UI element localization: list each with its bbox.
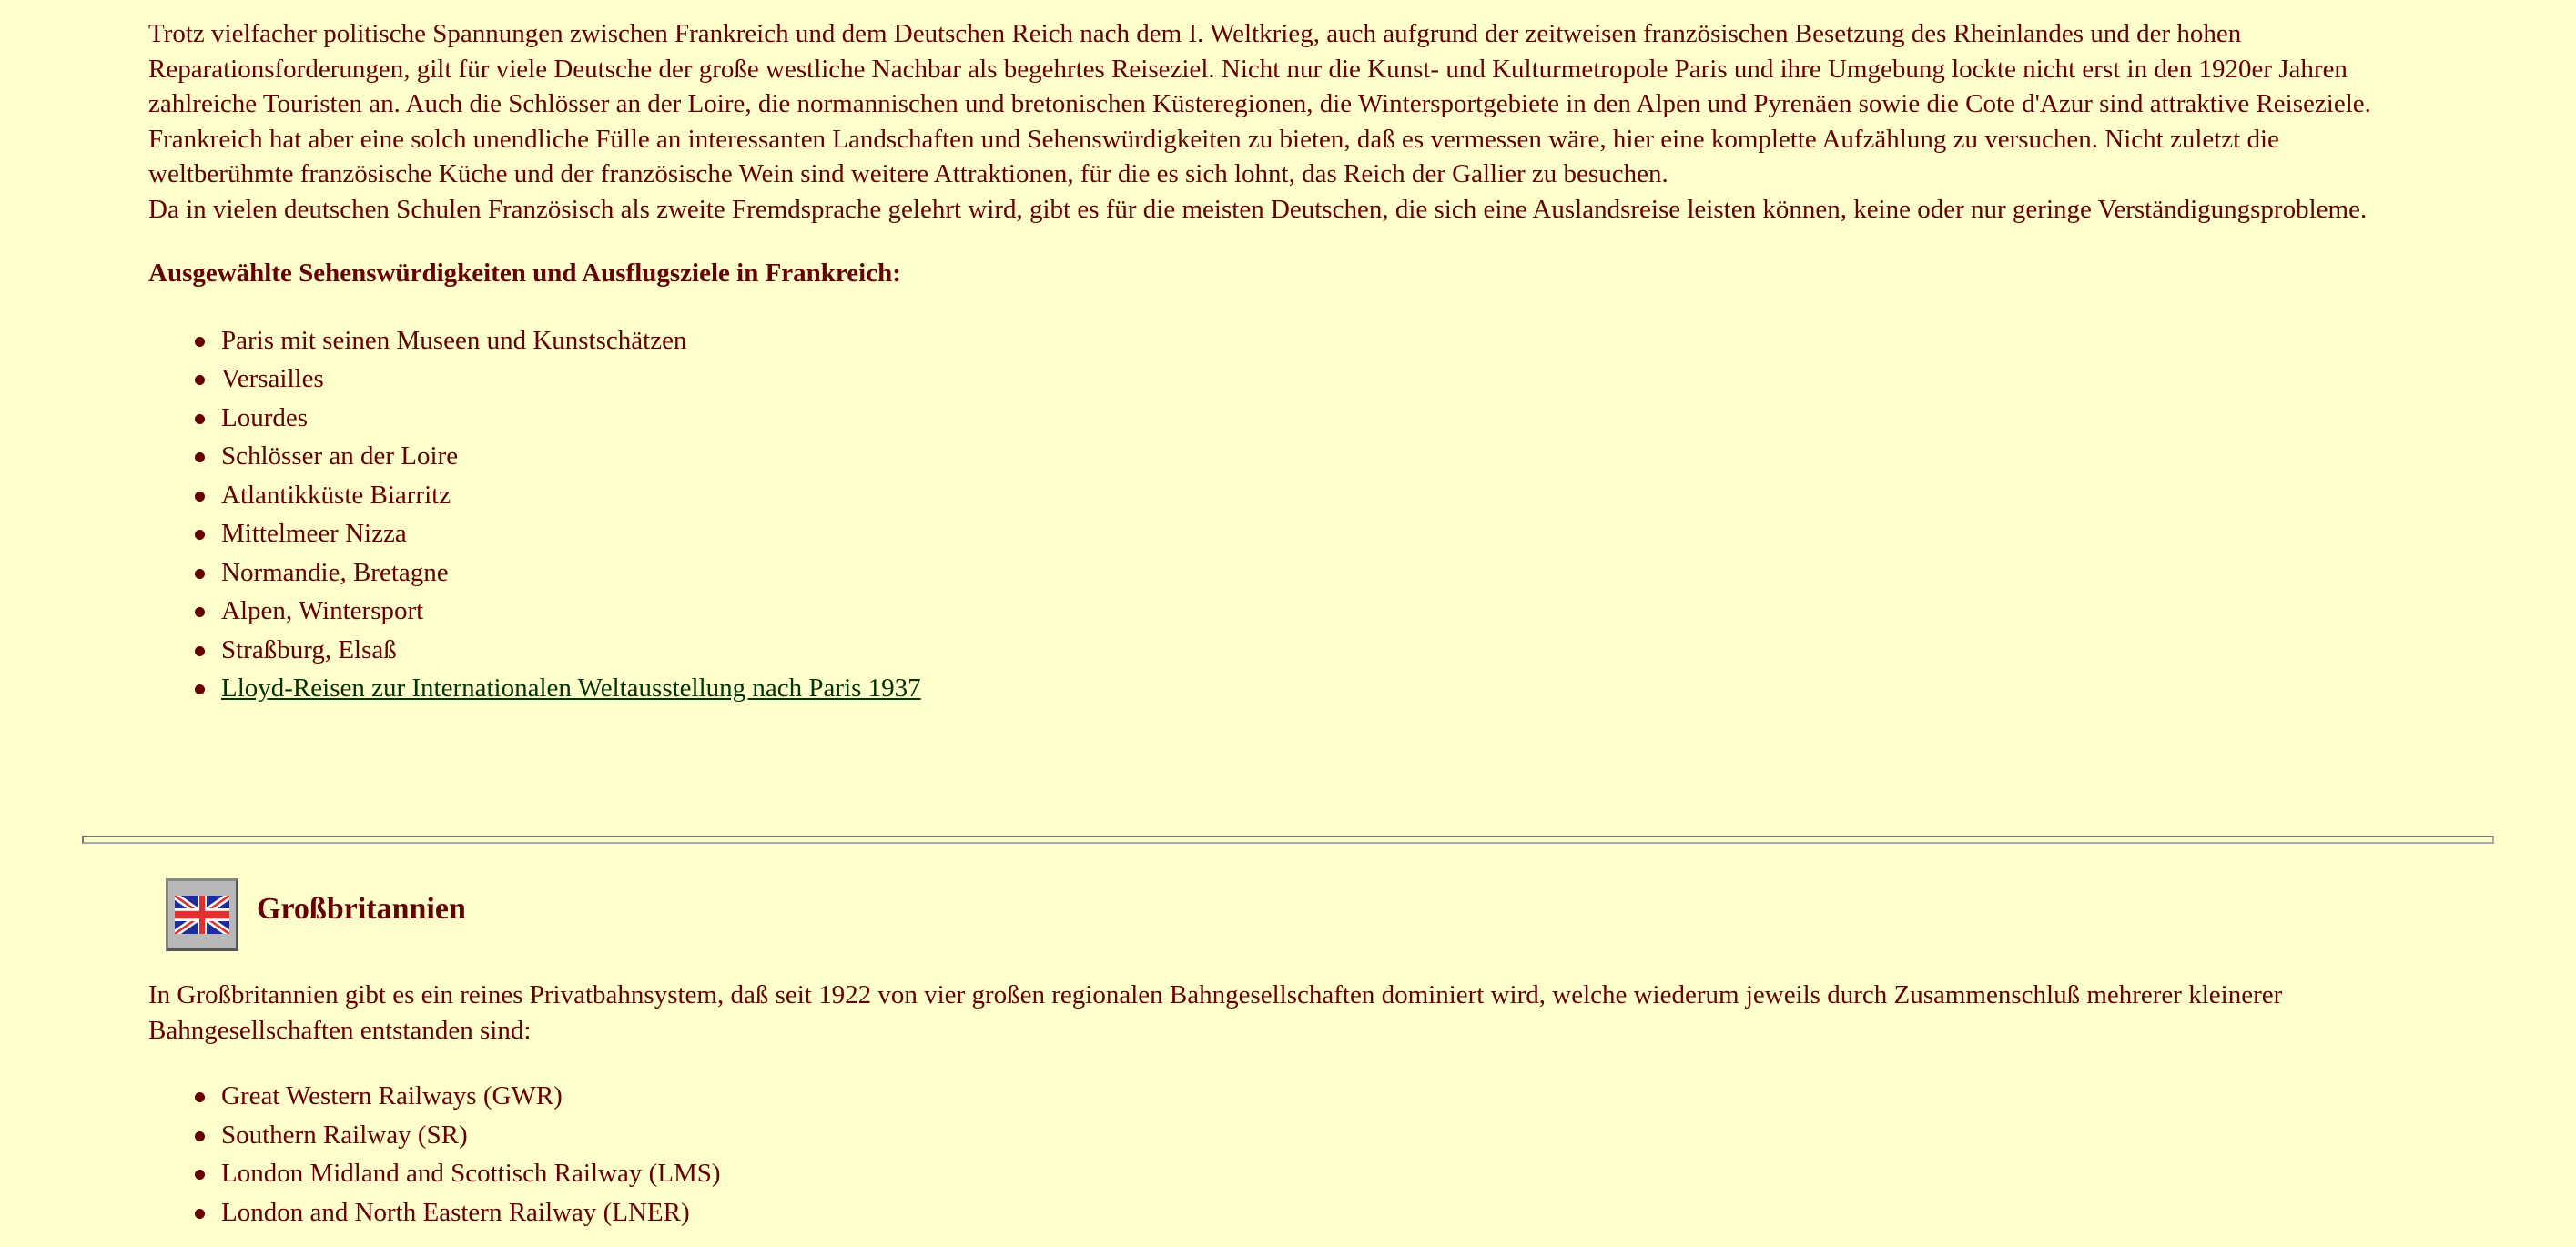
list-item: Southern Railway (SR) — [221, 1116, 2424, 1155]
list-item: Paris mit seinen Museen und Kunstschätzen — [221, 321, 2424, 360]
france-intro-paragraph: Trotz vielfacher politische Spannungen zwischen Frankreich und dem Deutschen Reich nach dem I. Weltkrieg, auch aufgrund der zeitweisen französischen Besetzung des Rheinlandes und der hohen Reparationsforderungen, gilt für viele Deutsche der große westliche Nachbar als begehrtes Reiseziel. Nicht nur die Kunst- und Kulturmetropole Paris und ihre Umgebung lockte nicht erst in den 1920er Jahren zahlreiche Touristen an. Auch die Schlösser an der Loire, die normannischen und bretonischen Küsteregionen, die Wintersportgebiete in den Alpen und Pyrenäen sowie die Cote d'Azur sind attraktive Reiseziele. Frankreich hat aber eine solch unendliche Fülle an interessanten Landschaften und Sehenswürdigkeiten zu bieten, daß es vermessen wäre, hier eine komplette Aufzählung zu versuchen. Nicht zuletzt die weltberühmte französische Küche und der französische Wein sind weitere Attraktionen, für die es sich lohnt, das Reich der Gallier zu besuchen. — [148, 19, 2371, 188]
list-item: Mittelmeer Nizza — [221, 514, 2424, 553]
list-item: Normandie, Bretagne — [221, 553, 2424, 593]
union-jack-flag-icon — [166, 878, 238, 951]
weltausstellung-paris-link[interactable]: Lloyd-Reisen zur Internationalen Weltausstellung nach Paris 1937 — [221, 674, 921, 703]
france-sights-list — [148, 321, 2424, 708]
list-item: Schlösser an der Loire — [221, 437, 2424, 476]
britain-railways-list — [148, 1077, 2424, 1232]
list-item-link — [221, 669, 2424, 708]
list-item: Straßburg, Elsaß — [221, 631, 2424, 670]
section-divider — [82, 836, 2494, 844]
france-sights-heading: Ausgewählte Sehenswürdigkeiten und Ausflugsziele in Frankreich: — [148, 259, 901, 288]
france-language-paragraph: Da in vielen deutschen Schulen Französisch als zweite Fremdsprache gelehrt wird, gibt es für die meisten Deutschen, die sich eine Auslandsreise leisten können, keine oder nur geringe Verständigungsprobleme. — [148, 194, 2368, 224]
france-section — [148, 16, 2424, 708]
list-item: London Midland and Scottisch Railway (LMS) — [221, 1154, 2424, 1193]
list-item: London and North Eastern Railway (LNER) — [221, 1193, 2424, 1232]
list-item: Versailles — [221, 360, 2424, 399]
britain-heading — [166, 878, 466, 951]
britain-title: Großbritannien — [257, 891, 466, 926]
list-item: Lourdes — [221, 399, 2424, 438]
list-item: Great Western Railways (GWR) — [221, 1077, 2424, 1116]
list-item: Atlantikküste Biarritz — [221, 476, 2424, 515]
britain-section — [148, 978, 2424, 1232]
list-item: Alpen, Wintersport — [221, 592, 2424, 631]
britain-intro-paragraph: In Großbritannien gibt es ein reines Privatbahnsystem, daß seit 1922 von vier großen regionalen Bahngesellschaften dominiert wird, welche wiederum jeweils durch Zusammenschluß mehrerer kleinerer Bahngesellschaften entstanden sind: — [148, 980, 2283, 1045]
